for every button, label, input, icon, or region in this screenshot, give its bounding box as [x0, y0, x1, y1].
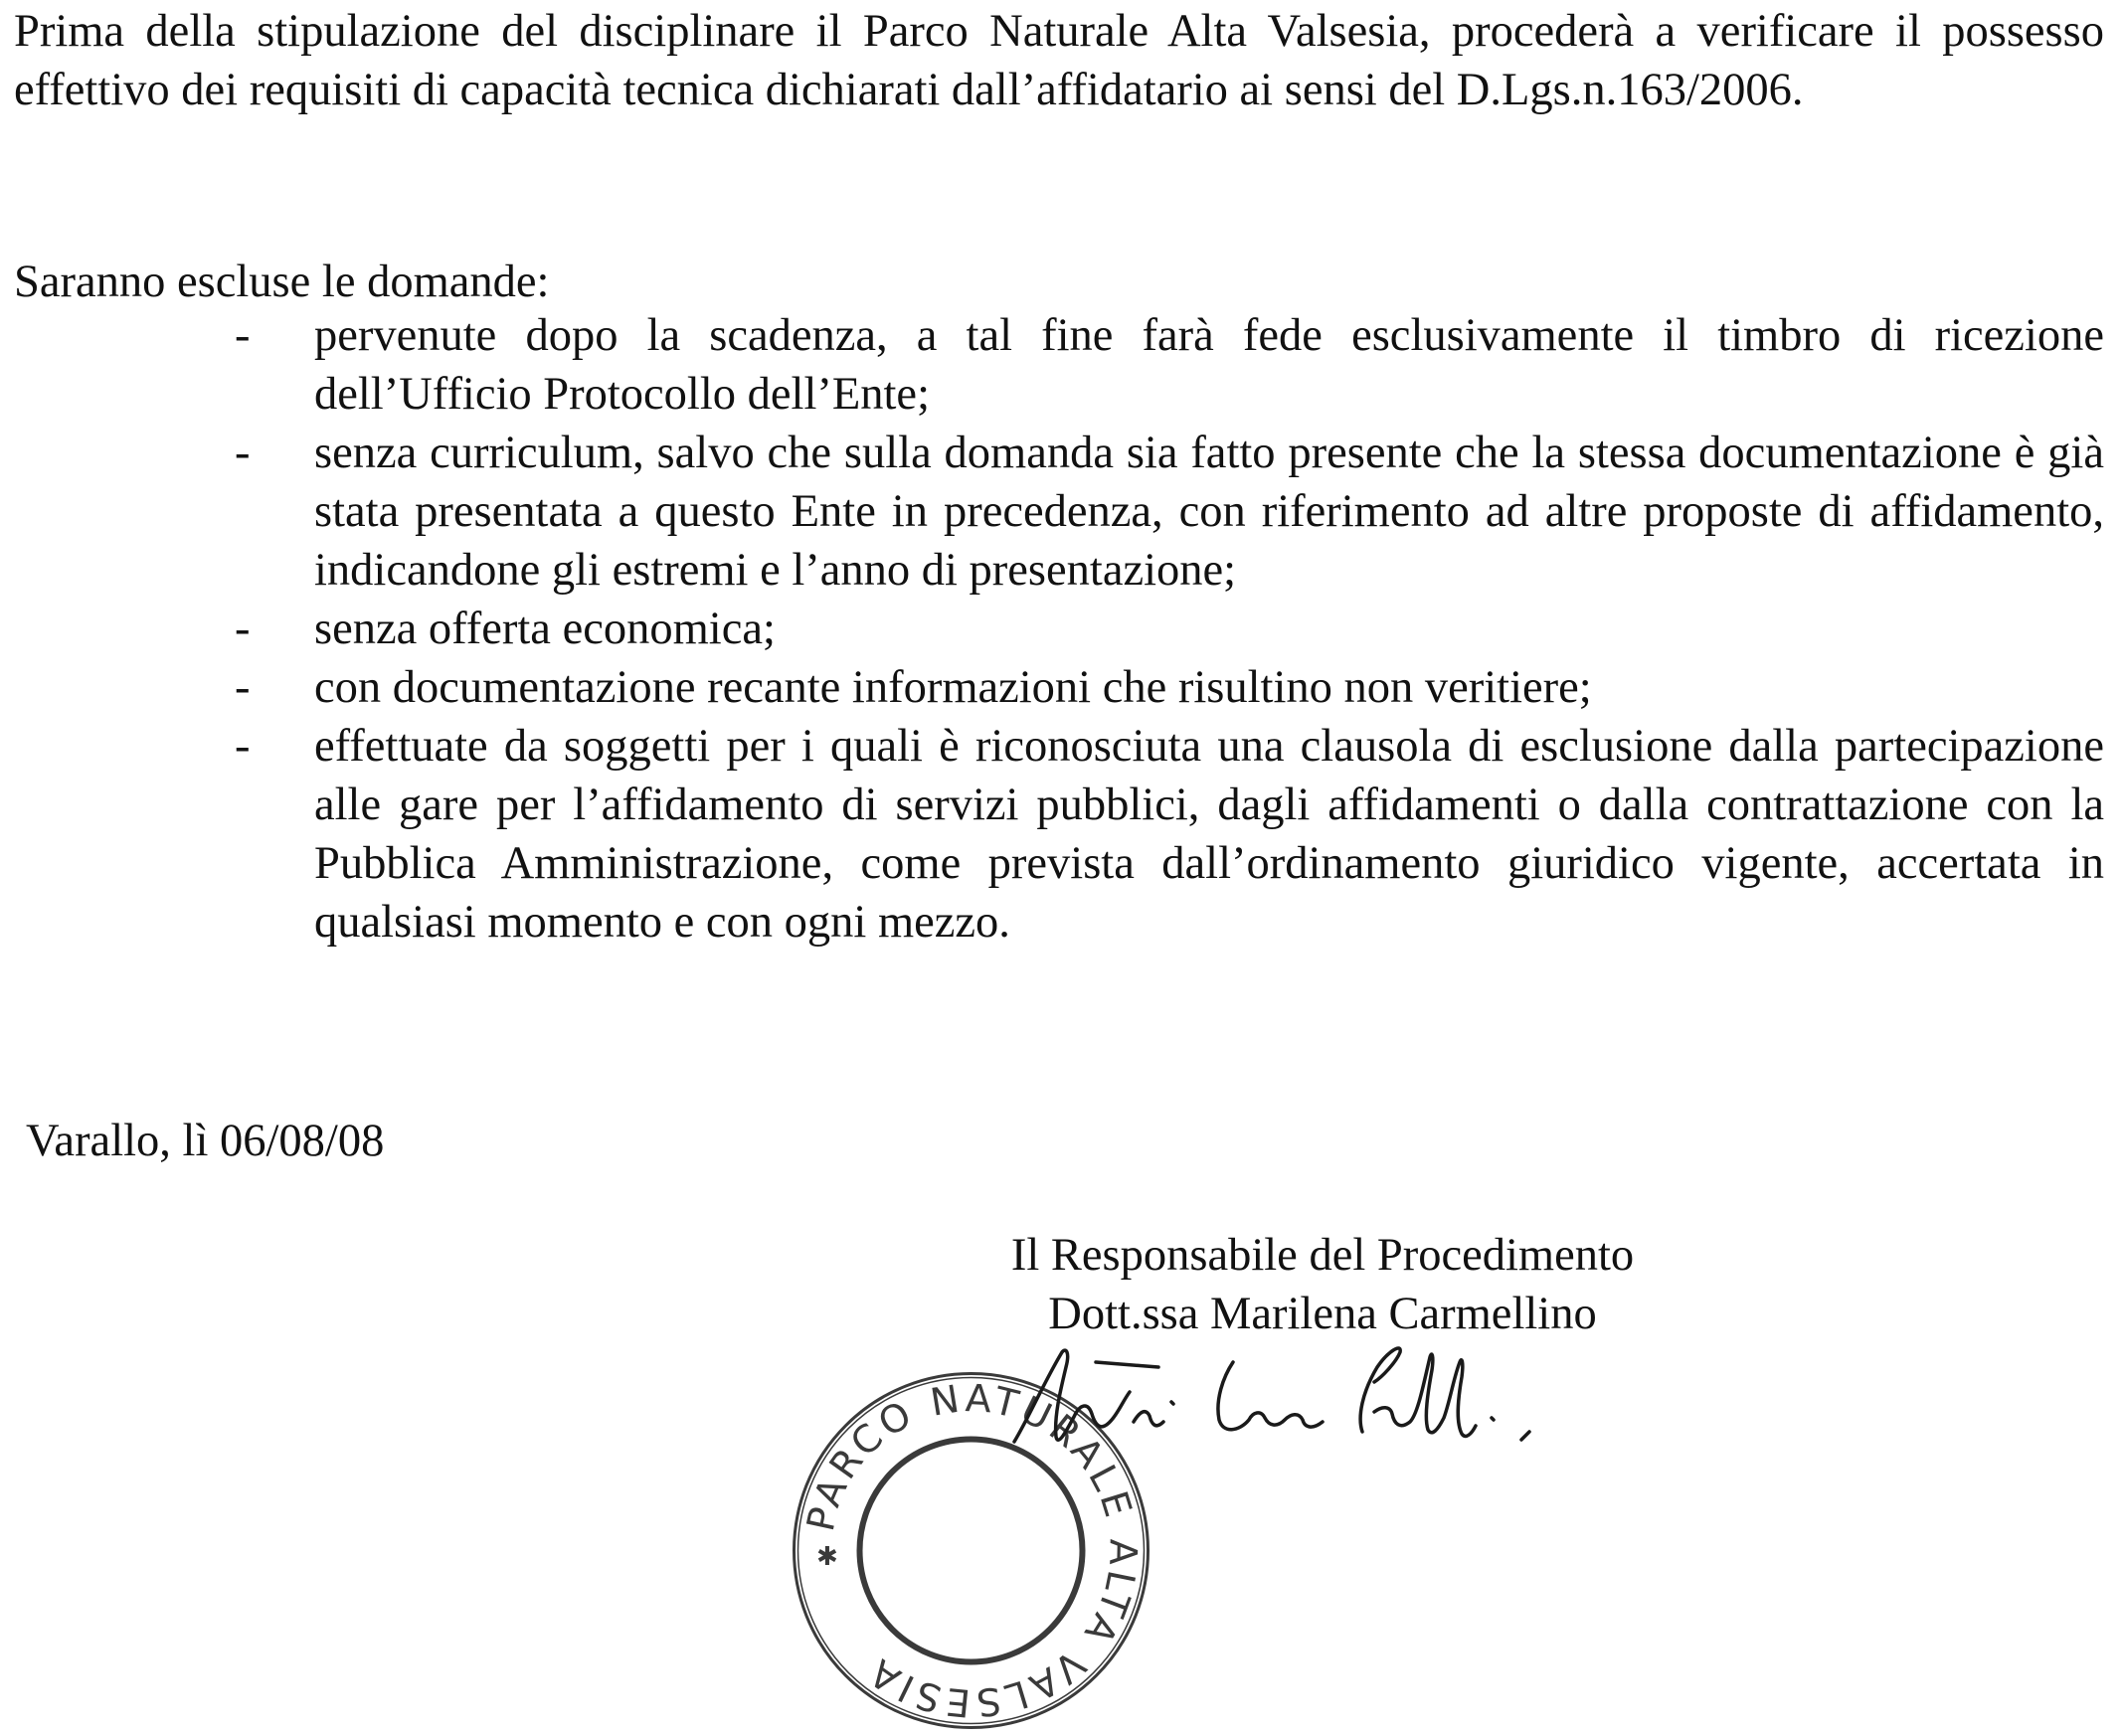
list-bullet: - [235, 721, 251, 772]
exclusion-item [0, 658, 2123, 717]
exclusion-list [0, 306, 2123, 952]
signatory-role: Il Responsabile del Procedimento [1010, 1230, 1635, 1281]
place-date: Varallo, lì 06/08/08 [26, 1116, 385, 1166]
exclusion-item-text: effettuate da soggetti per i quali è riconosciuta una clausola di esclusione dalla partecipazione alle gare per l’affidamento di servizi pubblici, dagli affidamenti o dalla contrattazione con la Pubblica Amministrazione, come prevista dall’ordinamento giuridico vigente, accertata in qualsiasi momento e con ogni mezzo. [314, 721, 2104, 948]
stamp-star-icon: ✱ [816, 1542, 838, 1572]
exclusion-item-text: con documentazione recante informazioni che risultino non veritiere; [314, 662, 1592, 713]
exclusion-item-text: senza curriculum, salvo che sulla domanda sia fatto presente che la stessa documentazione è già stata presentata a questo Ente in precedenza, con riferimento ad altre proposte di affidamento, indicandone gli estremi e l’anno di presentazione; [314, 428, 2104, 596]
list-bullet: - [235, 662, 251, 713]
exclusion-lead: Saranno escluse le domande: [14, 257, 550, 307]
exclusion-item [0, 600, 2123, 658]
intro-paragraph: Prima della stipulazione del disciplinare il Parco Naturale Alta Valsesia, procederà a verificare il possesso effettivo dei requisiti di capacità tecnica dichiarati dall’affidatario ai sensi del D.Lgs.n.163/2006. [14, 6, 2104, 115]
exclusion-item-text: pervenute dopo la scadenza, a tal fine farà fede esclusivamente il timbro di ricezione dell’Ufficio Protocollo dell’Ente; [314, 310, 2104, 420]
exclusion-item-text: senza offerta economica; [314, 604, 776, 654]
exclusion-item [0, 424, 2123, 600]
handwritten-signature-icon [984, 1322, 1601, 1481]
list-bullet: - [235, 310, 251, 361]
list-bullet: - [235, 428, 251, 478]
list-bullet: - [235, 604, 251, 654]
exclusion-item [0, 306, 2123, 424]
signatory-name: Dott.ssa Marilena Carmellino [1048, 1289, 1597, 1339]
exclusion-item [0, 717, 2123, 952]
stamp-text: PARCO NATURALE ALTA VALSESIA [797, 1376, 1146, 1726]
